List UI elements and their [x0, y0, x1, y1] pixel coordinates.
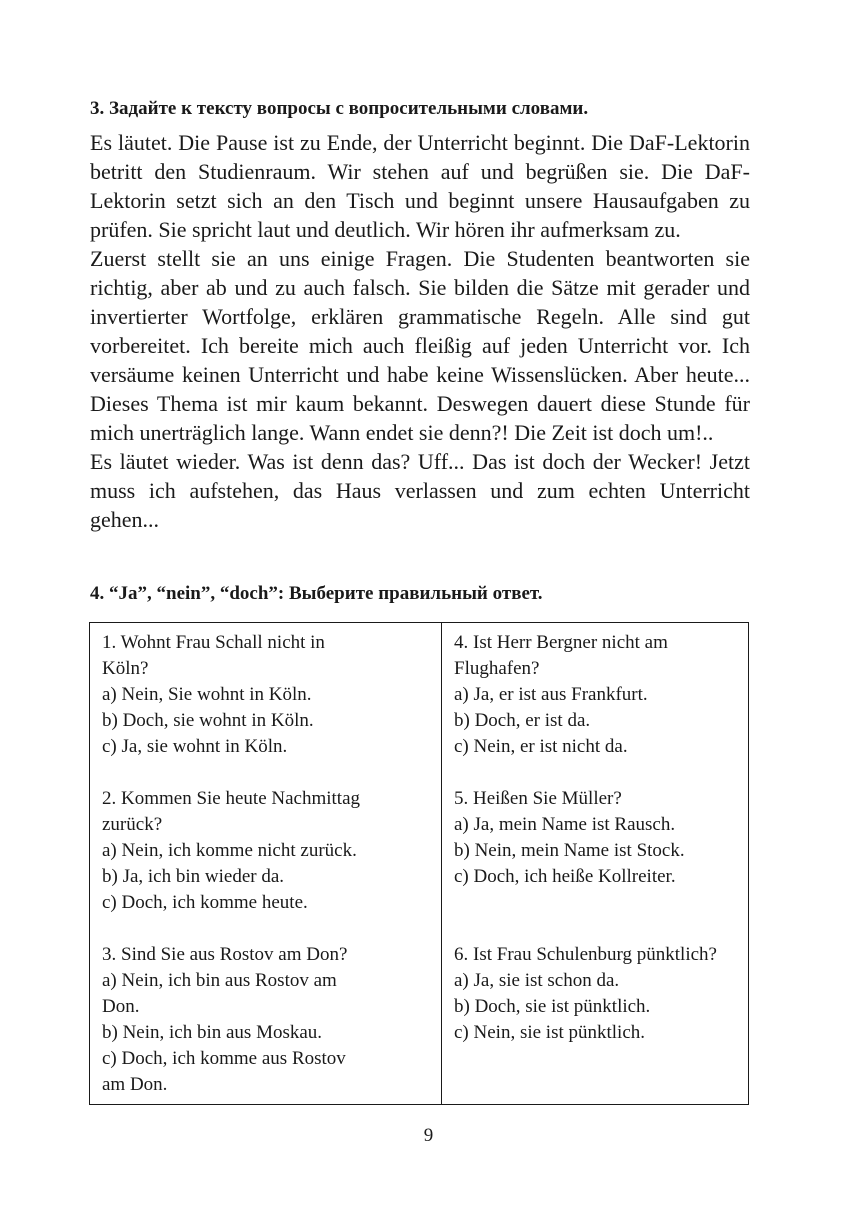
question-text: 5. Heißen Sie Müller?	[454, 788, 622, 809]
answer-option: c) Doch, ich heiße Kollreiter.	[454, 866, 676, 887]
question-text: zurück?	[102, 814, 163, 835]
answer-option: c) Nein, er ist nicht da.	[454, 736, 628, 757]
question-text: Flughafen?	[454, 658, 540, 679]
answer-option: b) Doch, er ist da.	[454, 710, 591, 731]
left-column-cell	[90, 623, 442, 1105]
exercise-4-heading: 4. “Ja”, “nein”, “doch”: Выберите правильный ответ.	[90, 583, 543, 604]
answer-option: b) Ja, ich bin wieder da.	[102, 866, 285, 887]
text-paragraph: Es läutet wieder. Was ist denn das? Uff... Das ist doch der Wecker! Jetzt muss ich aufstehen, das Haus verlassen und zum echten Unterricht gehen...	[90, 449, 750, 532]
answer-option: a) Ja, sie ist schon da.	[454, 970, 620, 991]
exercise-3-text	[90, 128, 750, 534]
answer-option: a) Nein, Sie wohnt in Köln.	[102, 684, 312, 705]
answer-option: am Don.	[102, 1074, 168, 1095]
answer-option: b) Doch, sie ist pünktlich.	[454, 996, 651, 1017]
answer-option: c) Ja, sie wohnt in Köln.	[102, 736, 288, 757]
answer-option: c) Doch, ich komme heute.	[102, 892, 308, 913]
question-text: 2. Kommen Sie heute Nachmittag	[102, 788, 361, 809]
page-number: 9	[423, 1125, 434, 1146]
answer-option: b) Nein, mein Name ist Stock.	[454, 840, 685, 861]
answers-table	[89, 622, 749, 1105]
answer-option: c) Nein, sie ist pünktlich.	[454, 1022, 646, 1043]
answer-option: b) Nein, ich bin aus Moskau.	[102, 1022, 323, 1043]
answer-option: a) Nein, ich bin aus Rostov am	[102, 970, 337, 991]
question-text: 3. Sind Sie aus Rostov am Don?	[102, 944, 348, 965]
answer-option: a) Nein, ich komme nicht zurück.	[102, 840, 357, 861]
question-text: Köln?	[102, 658, 149, 679]
question-block	[102, 942, 430, 1098]
question-block	[102, 630, 430, 760]
question-block	[102, 786, 430, 916]
text-paragraph: Es läutet. Die Pause ist zu Ende, der Unterricht beginnt. Die DaF-Lektorin betritt den Studienraum. Wir stehen auf und begrüßen sie. Die DaF-Lektorin setzt sich an den Tisch und beginnt unsere Hausaufgaben zu prüfen. Sie spricht laut und deutlich. Wir hören ihr aufmerksam zu.	[90, 130, 750, 242]
question-block	[454, 786, 737, 890]
text-paragraph: Zuerst stellt sie an uns einige Fragen. Die Studenten beantworten sie richtig, aber ab und zu auch falsch. Sie bilden die Sätze mit gerader und invertierter Wortfolge, erklären grammatische Regeln. Alle sind gut vorbereitet. Ich bereite mich auch fleißig auf jeden Unterricht vor. Ich versäume keinen Unterricht und habe keine Wissenslücken. Aber heute... Dieses Thema ist mir kaum bekannt. Deswegen dauert diese Stunde für mich unerträglich lange. Wann endet sie denn?! Die Zeit ist doch um!..	[90, 246, 750, 445]
question-text: 6. Ist Frau Schulenburg pünktlich?	[454, 944, 717, 965]
answer-option: Don.	[102, 996, 140, 1017]
answer-option: c) Doch, ich komme aus Rostov	[102, 1048, 346, 1069]
answer-option: a) Ja, mein Name ist Rausch.	[454, 814, 676, 835]
exercise-3-heading: 3. Задайте к тексту вопросы с вопросительными словами.	[90, 98, 589, 119]
table-row	[90, 623, 749, 1105]
question-block	[454, 630, 737, 760]
question-text: 4. Ist Herr Bergner nicht am	[454, 632, 668, 653]
right-column-cell	[442, 623, 749, 1105]
question-block	[454, 942, 737, 1046]
answer-option: a) Ja, er ist aus Frankfurt.	[454, 684, 648, 705]
answer-option: b) Doch, sie wohnt in Köln.	[102, 710, 314, 731]
question-text: 1. Wohnt Frau Schall nicht in	[102, 632, 325, 653]
